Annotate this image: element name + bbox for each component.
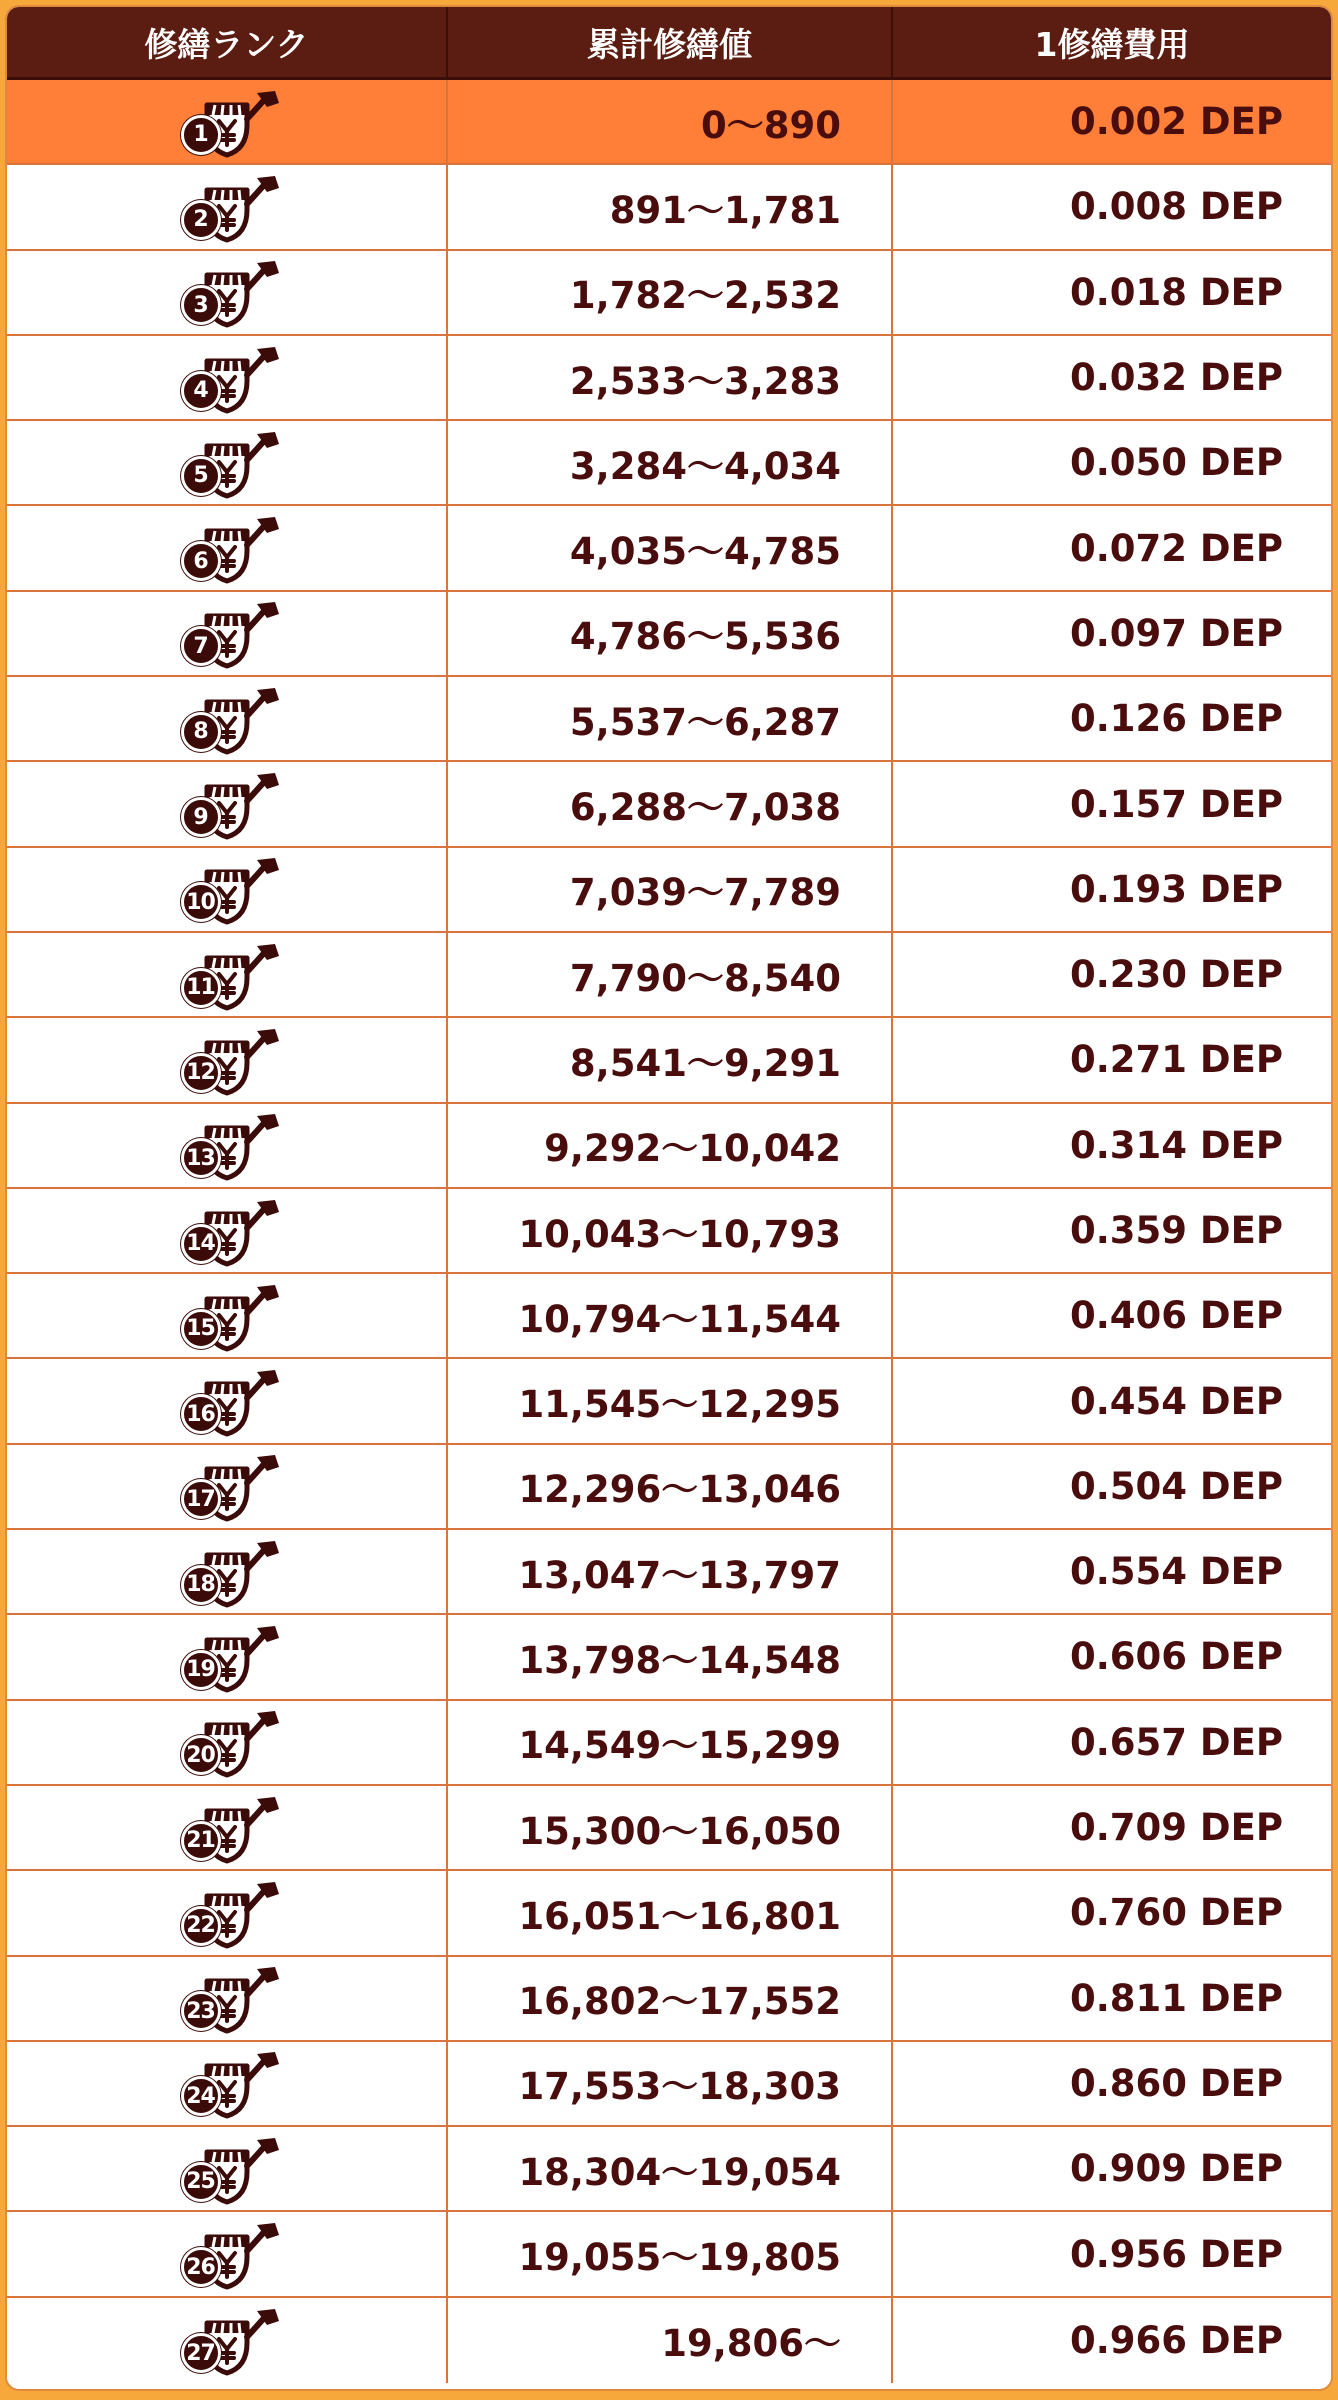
- cumulative-value-cell: 13,798～14,548: [448, 1615, 893, 1698]
- rank-number-badge: 20: [181, 1735, 221, 1775]
- rank-number-badge: 1: [181, 115, 221, 155]
- rank-number-badge: 24: [181, 2076, 221, 2116]
- rank-number-badge: 26: [181, 2247, 221, 2287]
- cost-cell: 0.956 DEP: [1069, 2232, 1283, 2276]
- shop-repair-hammer-icon: [167, 1364, 287, 1438]
- shop-repair-hammer-icon: [167, 1449, 287, 1523]
- rank-number-badge: 13: [181, 1138, 221, 1178]
- table-row: [7, 1018, 1331, 1103]
- cost-cell: 0.454 DEP: [1069, 1379, 1283, 1423]
- cumulative-value-cell: 10,043～10,793: [448, 1189, 893, 1272]
- table-row: [7, 677, 1331, 762]
- rank-cell: [7, 677, 448, 760]
- table-row: [7, 1530, 1331, 1615]
- cost-cell: 0.126 DEP: [1069, 697, 1283, 741]
- shop-repair-hammer-icon: [167, 170, 287, 244]
- rank-number-badge: 14: [181, 1224, 221, 1264]
- cumulative-value-cell: 1,782～2,532: [448, 251, 893, 334]
- cost-cell: 0.359 DEP: [1069, 1209, 1283, 1252]
- cost-cell: 0.032 DEP: [1069, 356, 1283, 400]
- rank-cell: [7, 848, 448, 931]
- table-row: [7, 251, 1331, 336]
- rank-cell: [7, 80, 448, 163]
- cost-cell: 0.271 DEP: [1069, 1038, 1283, 1082]
- rank-number-badge: 25: [181, 2162, 221, 2202]
- rank-cell: [7, 165, 448, 248]
- cumulative-value-cell: 6,288～7,038: [448, 762, 893, 845]
- shop-repair-hammer-icon: [167, 852, 287, 926]
- cumulative-value-cell: 9,292～10,042: [448, 1104, 893, 1187]
- cost-cell: 0.230 DEP: [1069, 953, 1283, 997]
- cost-cell: 0.709 DEP: [1069, 1806, 1283, 1850]
- rank-cell: [7, 933, 448, 1016]
- cumulative-value-cell: 5,537～6,287: [448, 677, 893, 760]
- rank-number-badge: 5: [181, 456, 221, 496]
- table-row: [7, 762, 1331, 847]
- shop-repair-hammer-icon: [167, 1023, 287, 1097]
- shop-repair-hammer-icon: [167, 2046, 287, 2120]
- table-row: [7, 80, 1331, 165]
- cost-cell: 0.657 DEP: [1069, 1720, 1283, 1764]
- shop-repair-hammer-icon: [167, 2217, 287, 2291]
- shop-repair-hammer-icon: [167, 1108, 287, 1182]
- cost-cell: 0.811 DEP: [1069, 1976, 1283, 2020]
- cumulative-value-cell: 7,039～7,789: [448, 848, 893, 931]
- rank-cell: [7, 1615, 448, 1698]
- cumulative-value-cell: 18,304～19,054: [448, 2127, 893, 2210]
- cumulative-value-cell: 13,047～13,797: [448, 1530, 893, 1613]
- cumulative-value-cell: 7,790～8,540: [448, 933, 893, 1016]
- table-row: [7, 1786, 1331, 1871]
- cumulative-value-cell: 4,786～5,536: [448, 592, 893, 675]
- shop-repair-hammer-icon: [167, 767, 287, 841]
- rank-number-badge: 9: [181, 797, 221, 837]
- rank-number-badge: 17: [181, 1479, 221, 1519]
- shop-repair-hammer-icon: [167, 2132, 287, 2206]
- rank-cell: [7, 251, 448, 334]
- cost-cell: 0.018 DEP: [1069, 270, 1283, 314]
- shop-repair-hammer-icon: [167, 255, 287, 329]
- table-row: [7, 592, 1331, 677]
- rank-cell: [7, 762, 448, 845]
- repair-rank-table: [5, 5, 1333, 2391]
- rank-cell: [7, 592, 448, 675]
- shop-repair-hammer-icon: [167, 426, 287, 500]
- rank-number-badge: 7: [181, 626, 221, 666]
- cost-cell: 0.097 DEP: [1069, 611, 1283, 655]
- cost-cell: 0.909 DEP: [1069, 2147, 1283, 2191]
- shop-repair-hammer-icon: [167, 682, 287, 756]
- cost-cell: 0.157 DEP: [1069, 782, 1283, 826]
- table-row: [7, 1445, 1331, 1530]
- rank-number-badge: 15: [181, 1309, 221, 1349]
- shop-repair-hammer-icon: [167, 341, 287, 415]
- rank-number-badge: 27: [181, 2333, 221, 2373]
- cumulative-value-cell: 10,794～11,544: [448, 1274, 893, 1357]
- shop-repair-hammer-icon: [167, 596, 287, 670]
- cumulative-value-cell: 11,545～12,295: [448, 1359, 893, 1442]
- cost-cell: 0.860 DEP: [1069, 2061, 1283, 2105]
- shop-repair-hammer-icon: [167, 85, 287, 159]
- shop-repair-hammer-icon: [167, 938, 287, 1012]
- rank-cell: [7, 336, 448, 419]
- cost-cell: 0.008 DEP: [1069, 185, 1283, 229]
- table-row: [7, 2042, 1331, 2127]
- table-row: [7, 1871, 1331, 1956]
- rank-cell: [7, 2212, 448, 2295]
- header-rank: 修繕ランク: [7, 7, 448, 77]
- rank-cell: [7, 2127, 448, 2210]
- rank-number-badge: 22: [181, 1906, 221, 1946]
- cumulative-value-cell: 19,055～19,805: [448, 2212, 893, 2295]
- table-row: [7, 421, 1331, 506]
- rank-number-badge: 12: [181, 1053, 221, 1093]
- table-header: [7, 7, 1331, 80]
- table-row: [7, 1189, 1331, 1274]
- table-row: [7, 165, 1331, 250]
- rank-cell: [7, 1530, 448, 1613]
- header-cumulative-value: 累計修繕値: [448, 7, 893, 77]
- cumulative-value-cell: 2,533～3,283: [448, 336, 893, 419]
- rank-number-badge: 19: [181, 1650, 221, 1690]
- rank-number-badge: 21: [181, 1821, 221, 1861]
- rank-cell: [7, 1445, 448, 1528]
- rank-number-badge: 4: [181, 371, 221, 411]
- rank-number-badge: 8: [181, 712, 221, 752]
- table-row: [7, 336, 1331, 421]
- rank-number-badge: 3: [181, 285, 221, 325]
- table-row: [7, 1104, 1331, 1189]
- table-row: [7, 2212, 1331, 2297]
- shop-repair-hammer-icon: [167, 1279, 287, 1353]
- rank-number-badge: 2: [181, 200, 221, 240]
- cost-cell: 0.554 DEP: [1069, 1550, 1283, 1594]
- table-body: [7, 80, 1331, 2383]
- cumulative-value-cell: 0～890: [448, 80, 893, 163]
- table-row: [7, 1957, 1331, 2042]
- table-row: [7, 1274, 1331, 1359]
- cost-cell: 0.966 DEP: [1069, 2318, 1283, 2362]
- table-row: [7, 2298, 1331, 2383]
- rank-cell: [7, 1274, 448, 1357]
- rank-cell: [7, 1786, 448, 1869]
- rank-cell: [7, 1104, 448, 1187]
- shop-repair-hammer-icon: [167, 1961, 287, 2035]
- cumulative-value-cell: 4,035～4,785: [448, 506, 893, 589]
- table-row: [7, 933, 1331, 1018]
- rank-number-badge: 6: [181, 541, 221, 581]
- shop-repair-hammer-icon: [167, 1535, 287, 1609]
- cost-cell: 0.606 DEP: [1069, 1635, 1283, 1679]
- table-row: [7, 848, 1331, 933]
- rank-cell: [7, 2042, 448, 2125]
- cumulative-value-cell: 17,553～18,303: [448, 2042, 893, 2125]
- rank-number-badge: 10: [181, 882, 221, 922]
- shop-repair-hammer-icon: [167, 1620, 287, 1694]
- cumulative-value-cell: 8,541～9,291: [448, 1018, 893, 1101]
- rank-number-badge: 16: [181, 1394, 221, 1434]
- shop-repair-hammer-icon: [167, 511, 287, 585]
- table-row: [7, 2127, 1331, 2212]
- rank-number-badge: 18: [181, 1565, 221, 1605]
- rank-cell: [7, 1701, 448, 1784]
- cumulative-value-cell: 16,802～17,552: [448, 1957, 893, 2040]
- rank-cell: [7, 506, 448, 589]
- shop-repair-hammer-icon: [167, 2303, 287, 2377]
- rank-number-badge: 23: [181, 1991, 221, 2031]
- cumulative-value-cell: 12,296～13,046: [448, 1445, 893, 1528]
- rank-cell: [7, 2298, 448, 2383]
- shop-repair-hammer-icon: [167, 1705, 287, 1779]
- cumulative-value-cell: 19,806～: [448, 2298, 893, 2383]
- shop-repair-hammer-icon: [167, 1791, 287, 1865]
- cumulative-value-cell: 891～1,781: [448, 165, 893, 248]
- table-row: [7, 1615, 1331, 1700]
- table-row: [7, 1701, 1331, 1786]
- rank-cell: [7, 1871, 448, 1954]
- cumulative-value-cell: 14,549～15,299: [448, 1701, 893, 1784]
- cost-cell: 0.504 DEP: [1069, 1464, 1283, 1508]
- cost-cell: 0.002 DEP: [1069, 100, 1283, 144]
- cumulative-value-cell: 15,300～16,050: [448, 1786, 893, 1869]
- cumulative-value-cell: 16,051～16,801: [448, 1871, 893, 1954]
- cost-cell: 0.050 DEP: [1069, 441, 1283, 485]
- rank-cell: [7, 1189, 448, 1272]
- shop-repair-hammer-icon: [167, 1194, 287, 1268]
- cost-cell: 0.072 DEP: [1069, 526, 1283, 570]
- rank-number-badge: 11: [181, 968, 221, 1008]
- rank-cell: [7, 1018, 448, 1101]
- header-cost: 1修繕費用: [1034, 24, 1190, 64]
- table-row: [7, 1359, 1331, 1444]
- shop-repair-hammer-icon: [167, 1876, 287, 1950]
- cost-cell: 0.406 DEP: [1069, 1294, 1283, 1338]
- rank-cell: [7, 1359, 448, 1442]
- cumulative-value-cell: 3,284～4,034: [448, 421, 893, 504]
- cost-cell: 0.760 DEP: [1069, 1891, 1283, 1935]
- rank-cell: [7, 421, 448, 504]
- table-row: [7, 506, 1331, 591]
- cost-cell: 0.314 DEP: [1069, 1123, 1283, 1167]
- rank-cell: [7, 1957, 448, 2040]
- cost-cell: 0.193 DEP: [1069, 867, 1283, 911]
